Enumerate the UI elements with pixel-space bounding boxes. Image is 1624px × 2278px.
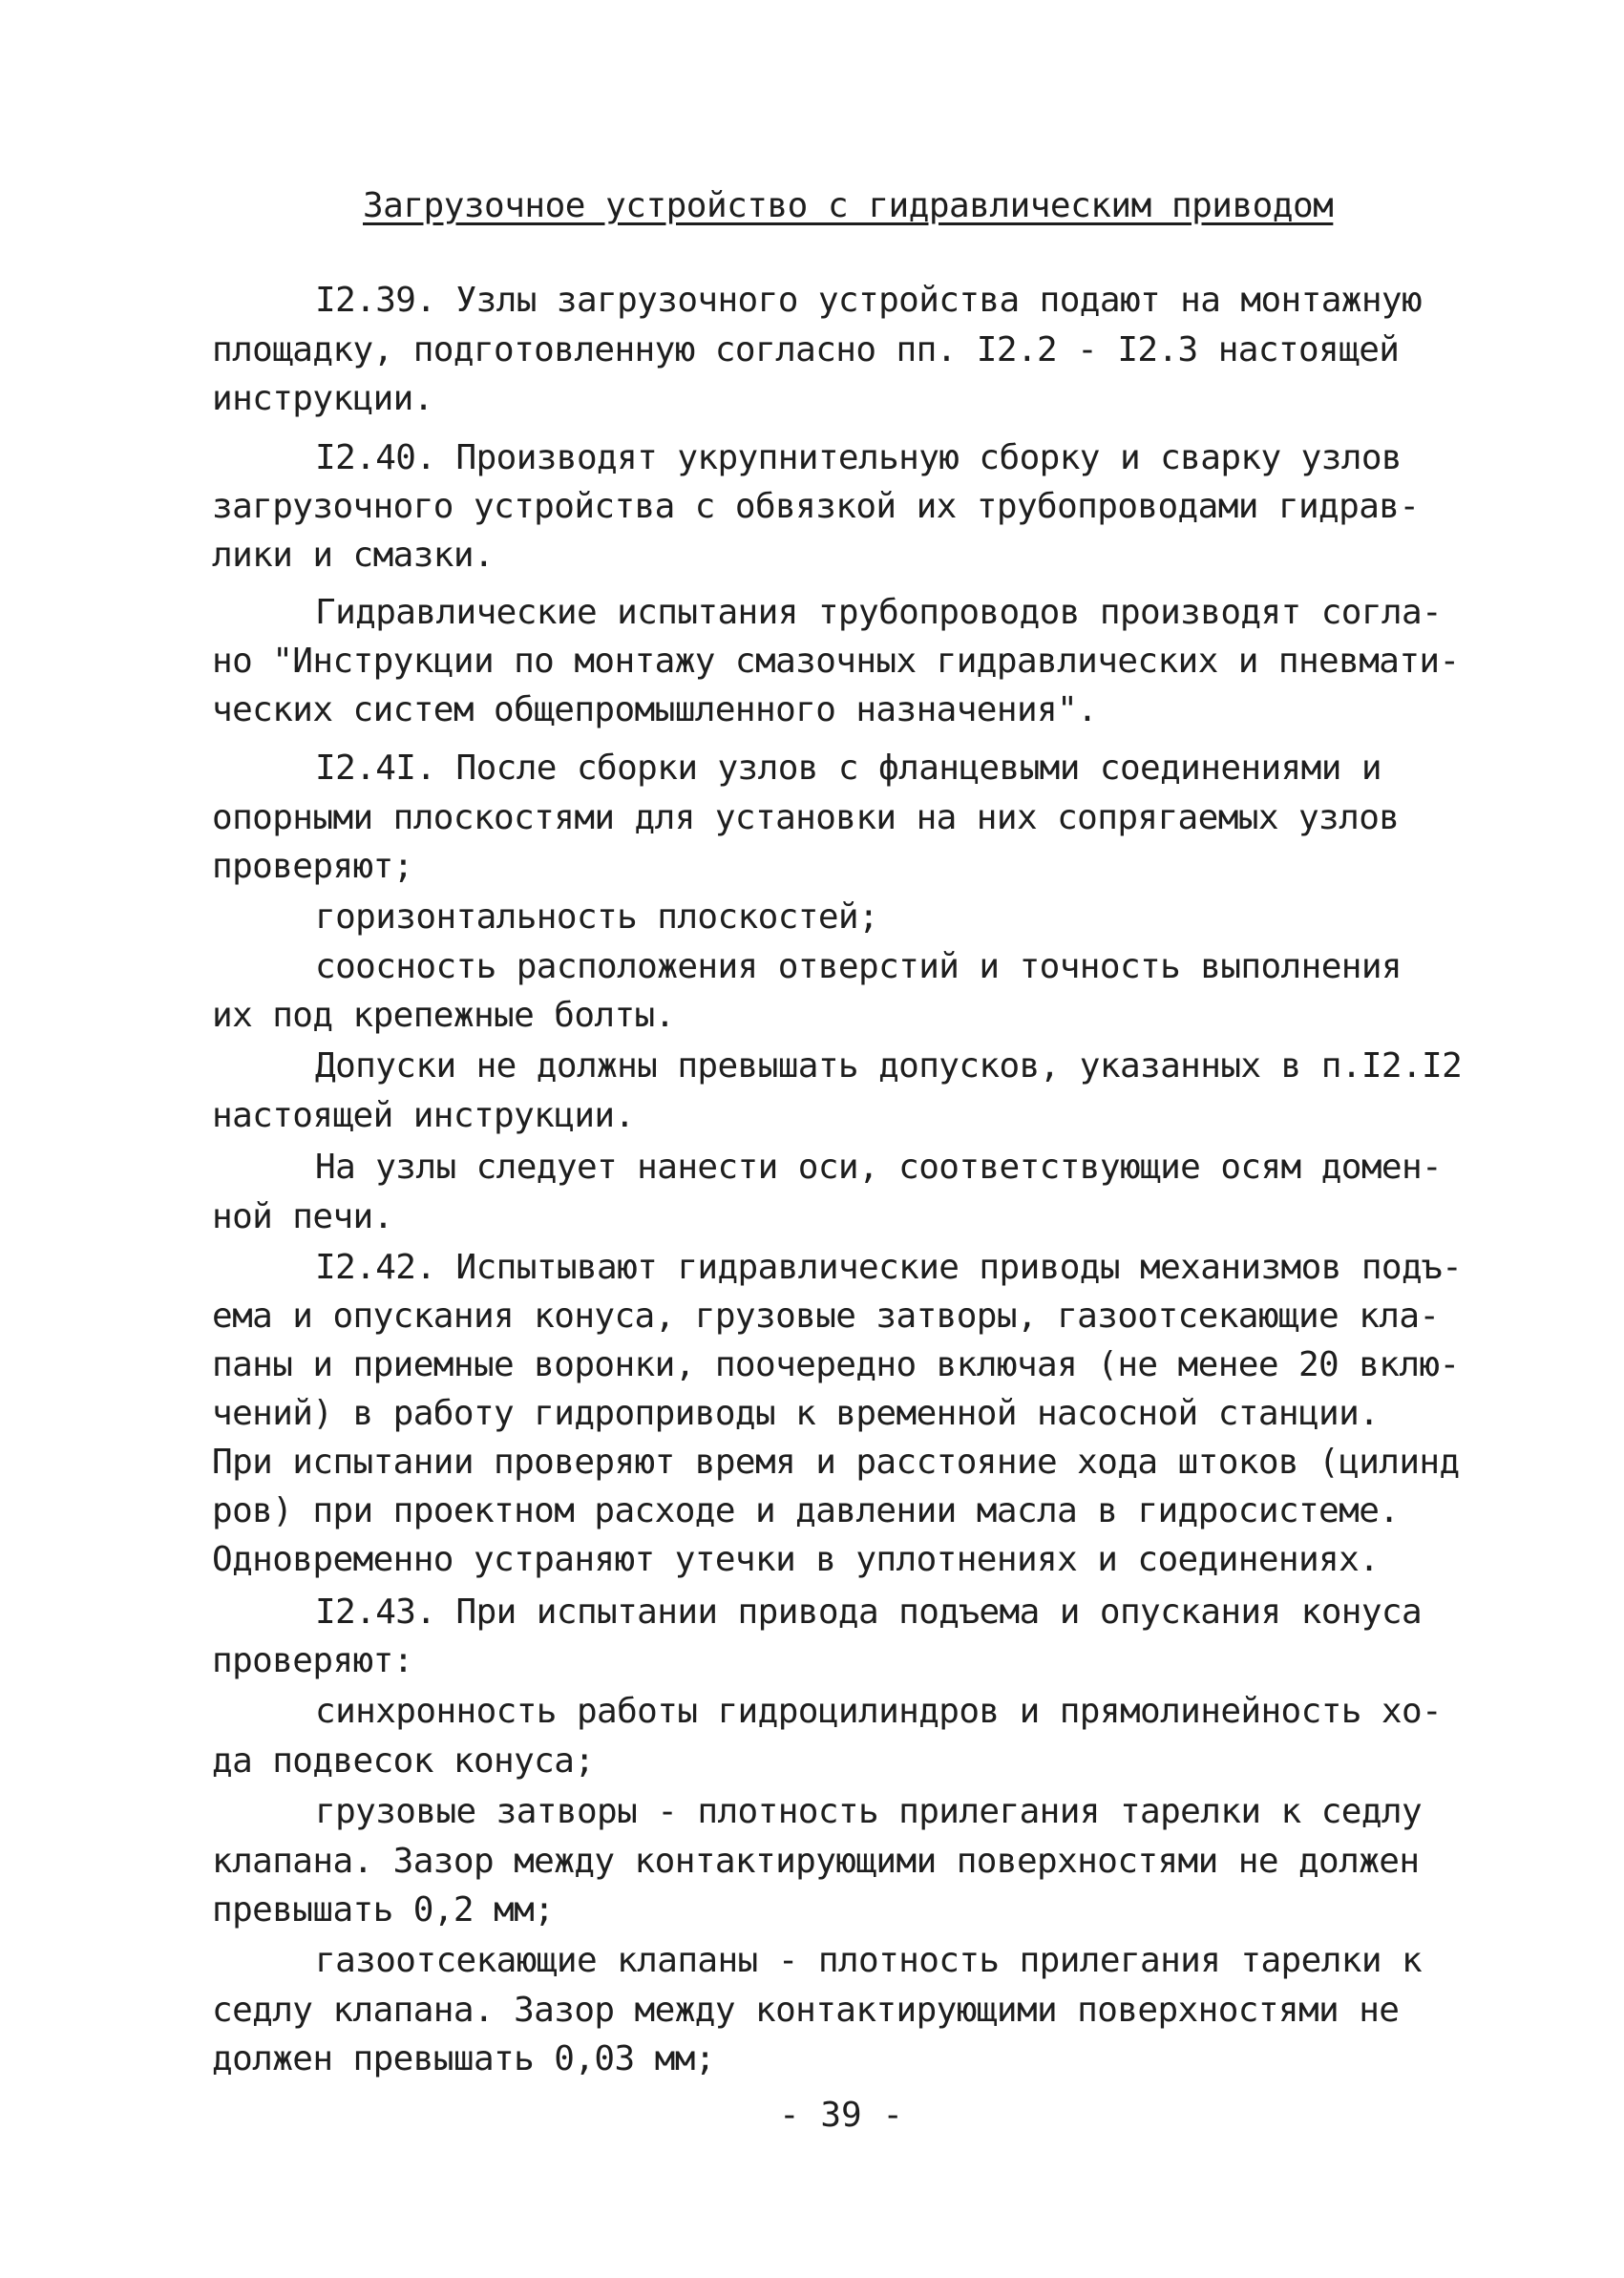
text-line: I2.39. Узлы загрузочного устройства подают на монтажную [315,281,1423,320]
text-line: настоящей инструкции. [212,1096,635,1135]
text-line: Допуски не должны превышать допусков, указанных в п.I2.I2 [315,1046,1463,1086]
page-number: - 39 - [779,2096,904,2135]
text-line: На узлы следует нанести оси, соответствующие осям домен- [315,1148,1443,1187]
text-line: их под крепежные болты. [212,996,675,1035]
text-line: должен превышать 0,03 мм; [212,2039,715,2078]
text-line: ров) при проектном расходе и давлении масла в гидросистеме. [212,1491,1400,1530]
text-line: ной печи. [212,1197,393,1236]
text-line: седлу клапана. Зазор между контактирующими поверхностями не [212,1991,1400,2030]
text-line: горизонтальность плоскостей; [315,897,879,937]
text-line: газоотсекающие клапаны - плотность прилегания тарелки к [315,1941,1423,1980]
text-line: грузовые затворы - плотность прилегания тарелки к седлу [315,1792,1423,1831]
text-line: ческих систем общепромышленного назначения". [212,690,1098,729]
text-line: инструкции. [212,379,433,418]
text-line: проверяют: [212,1641,413,1680]
text-line: При испытании проверяют время и расстояние хода штоков (цилинд [212,1443,1460,1482]
text-line: Гидравлические испытания трубопроводов производят согла- [315,593,1443,632]
text-line: но "Инструкции по монтажу смазочных гидравлических и пневмати- [212,642,1460,681]
text-line: да подвесок конуса; [212,1741,595,1781]
text-line: клапана. Зазор между контактирующими поверхностями не должен [212,1842,1420,1881]
text-line: I2.4I. После сборки узлов с фланцевыми соединениями и [315,749,1381,788]
text-line: I2.40. Производят укрупнительную сборку и сварку узлов [315,438,1402,477]
text-line: чений) в работу гидроприводы к временной насосной станции. [212,1394,1380,1433]
text-line: паны и приемные воронки, поочередно включая (не менее 20 вклю- [212,1345,1460,1384]
section-heading: Загрузочное устройство с гидравлическим приводом [363,186,1334,225]
text-line: площадку, подготовленную согласно пп. I2.2 - I2.3 настоящей [212,330,1400,369]
text-line: I2.42. Испытывают гидравлические приводы механизмов подъ- [315,1248,1463,1287]
text-line: проверяют; [212,847,413,886]
text-line: загрузочного устройства с обвязкой их трубопроводами гидрав- [212,487,1420,526]
text-line: опорными плоскостями для установки на них сопрягаемых узлов [212,798,1400,837]
text-line: превышать 0,2 мм; [212,1890,555,1930]
text-line: Одновременно устраняют утечки в уплотнениях и соединениях. [212,1540,1380,1579]
text-line: I2.43. При испытании привода подъема и опускания конуса [315,1592,1423,1632]
text-line: ема и опускания конуса, грузовые затворы, газоотсекающие кла- [212,1297,1440,1336]
text-line: соосность расположения отверстий и точность выполнения [315,947,1402,986]
text-line: лики и смазки. [212,536,495,575]
text-line: синхронность работы гидроцилиндров и прямолинейность хо- [315,1692,1443,1731]
